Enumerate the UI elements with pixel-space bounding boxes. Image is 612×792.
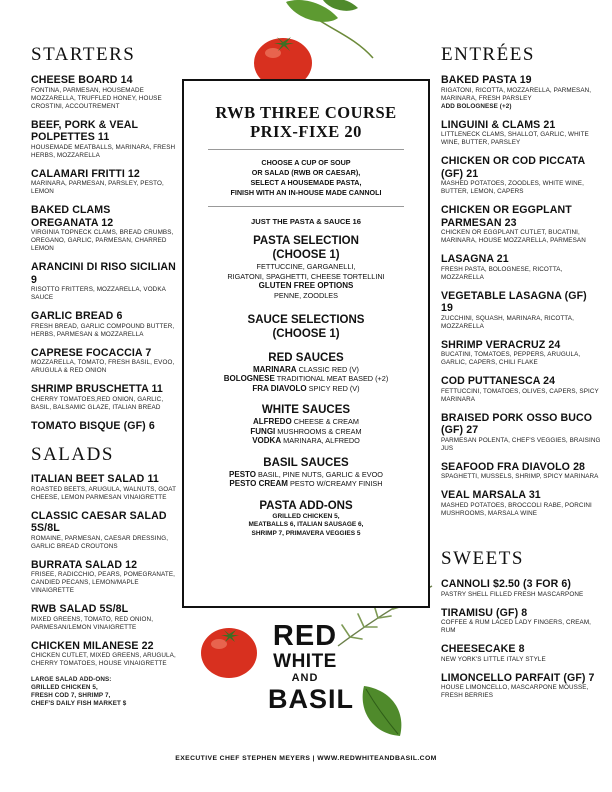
item-name: CALAMARI FRITTI 12 [31, 167, 140, 180]
list-item [441, 672, 606, 701]
item-name: RWB SALAD 5S/8L [31, 603, 129, 615]
list-item [31, 420, 179, 433]
list-item [31, 168, 179, 197]
sauce-line [184, 470, 428, 480]
item-name: BAKED CLAMS OREGANATA 12 [31, 204, 114, 229]
item-desc: NEW YORK'S LITTLE ITALY STYLE [441, 655, 546, 663]
just-pasta: JUST THE PASTA & SAUCE 16 [251, 217, 361, 226]
item-desc: ZUCCHINI, SQUASH, MARINARA, RICOTTA, MOZZARELLA [441, 314, 574, 330]
sauce-desc: PESTO W/CREAMY FINISH [289, 479, 383, 488]
sauce-line [184, 427, 428, 437]
gluten-free-options: PENNE, ZOODLES [273, 291, 339, 300]
salad-addons-line: CHEF'S DAILY FISH MARKET $ [31, 700, 127, 707]
sauce-name: MARINARA [252, 364, 297, 374]
list-item [441, 74, 601, 111]
list-item [31, 347, 179, 376]
item-desc: HOUSEMADE MEATBALLS, MARINARA, FRESH HERBS, MOZZARELLA [31, 143, 176, 159]
pasta-selection-choose: (CHOOSE 1) [272, 249, 340, 261]
prix-fixe-title: RWB THREE COURSE [215, 103, 397, 122]
list-item [31, 383, 179, 412]
item-name: CAPRESE FOCACCIA 7 [31, 346, 152, 359]
item-name: CHEESE BOARD 14 [31, 74, 133, 86]
sauce-selection-heading: SAUCE SELECTIONS [247, 313, 365, 326]
item-name: CLASSIC CAESAR SALAD 5S/8L [31, 509, 167, 534]
item-name: CHICKEN OR COD PICCATA (GF) 21 [441, 155, 585, 180]
item-desc: SPAGHETTI, MUSSELS, SHRIMP, SPICY MARINARA [441, 473, 599, 480]
basil-sauces-heading: BASIL SAUCES [263, 456, 349, 469]
item-desc: FRESH BREAD, GARLIC COMPOUND BUTTER, HERBS, PARMESAN & MOZZARELLA [31, 322, 175, 338]
pasta-options: FETTUCCINE, GARGANELLI, [256, 262, 356, 271]
starters-list [31, 74, 179, 440]
sauce-desc: TRADITIONAL MEAT BASED (+2) [276, 374, 389, 383]
sauce-desc: CHEESE & CREAM [293, 417, 359, 426]
item-desc: FETTUCCINI, TOMATOES, OLIVES, CAPERS, SPICY MARINARA [441, 387, 599, 403]
item-name: CHICKEN MILANESE 22 [31, 639, 154, 652]
logo-word: AND [291, 672, 319, 684]
list-item [31, 74, 179, 111]
pasta-addons-line: SHRIMP 7, PRIMAVERA VEGGIES 5 [251, 529, 361, 537]
list-item [31, 310, 179, 339]
choose-line: SELECT A HOUSEMADE PASTA, [250, 178, 362, 187]
item-name: GARLIC BREAD 6 [31, 310, 123, 322]
item-desc: BUCATINI, TOMATOES, PEPPERS, ARUGULA, GARLIC, CAPERS, CHILI FLAKE [441, 351, 581, 366]
entrees-title: ENTRÉES [441, 44, 535, 65]
sauce-desc: SPICY RED (V) [308, 383, 360, 393]
list-item [441, 412, 601, 453]
list-item [441, 339, 601, 368]
list-item [441, 461, 601, 482]
list-item [31, 204, 179, 253]
list-item [441, 643, 606, 664]
item-desc: FRESH PASTA, BOLOGNESE, RICOTTA, MOZZARELLA [441, 265, 563, 281]
basil-leaf-bottom-icon [358, 682, 406, 738]
sauce-name: PESTO [229, 469, 257, 479]
pasta-selection-heading: PASTA SELECTION [253, 235, 359, 247]
list-item [441, 375, 601, 404]
sweets-title: SWEETS [441, 548, 524, 569]
sauce-line [184, 374, 428, 384]
item-desc: RISOTTO FRITTERS, MOZZARELLA, VODKA SAUCE [31, 286, 166, 301]
item-desc: FONTINA, PARMESAN, HOUSEMADE MOZZARELLA, TRUFFLED HONEY, HOUSE CROSTINI, ACCOUTREMENT [31, 86, 162, 110]
divider [208, 206, 404, 207]
item-desc: HOUSE LIMONCELLO, MASCARPONE MOUSSE, FRESH BERRIES [441, 684, 589, 699]
list-item [441, 290, 601, 331]
item-desc: ROMAINE, PARMESAN, CAESAR DRESSING, GARLIC BREAD CROUTONS [31, 534, 169, 550]
white-sauces-heading: WHITE SAUCES [261, 404, 351, 416]
sweets-list [441, 578, 606, 708]
list-item [441, 607, 606, 636]
sauce-name: FRA DIAVOLO [252, 383, 307, 393]
cherry-tomato-bottom-icon [197, 624, 261, 680]
item-desc: VIRGINIA TOPNECK CLAMS, BREAD CRUMBS, OREGANO, GARLIC, PARMESAN, CHARRED LEMON [31, 229, 174, 252]
item-desc: MIXED GREENS, TOMATO, RED ONION, PARMESAN/LEMON VINAIGRETTE [31, 615, 154, 631]
list-item [31, 510, 179, 551]
list-item [441, 489, 601, 518]
item-name: SHRIMP BRUSCHETTA 11 [31, 383, 163, 395]
item-desc: MOZZARELLA, TOMATO, FRESH BASIL, EVOO, ARUGULA & RED ONION [31, 359, 175, 374]
sauce-line [184, 384, 428, 394]
item-desc: FRISEE, RADICCHIO, PEARS, POMEGRANATE, CANDIED PECANS, LEMON/MAPLE VINAIGRETTE [31, 571, 175, 594]
list-item [31, 261, 179, 302]
item-name: LIMONCELLO PARFAIT (GF) 7 [441, 671, 595, 684]
list-item [31, 559, 179, 596]
item-name: LASAGNA 21 [441, 253, 509, 265]
item-name: COD PUTTANESCA 24 [441, 375, 556, 387]
list-item [31, 603, 179, 632]
item-name: SHRIMP VERACRUZ 24 [441, 338, 561, 351]
item-name: ITALIAN BEET SALAD 11 [31, 473, 159, 485]
sauce-name: FUNGI [250, 426, 276, 436]
item-desc: ROASTED BEETS, ARUGULA, WALNUTS, GOAT CHEESE, LEMON PARMESAN VINAIGRETTE [31, 485, 176, 501]
item-desc: MASHED POTATOES, ZOODLES, WHITE WINE, BUTTER, LEMON, CAPERS [441, 180, 584, 195]
item-name: LINGUINI & CLAMS 21 [441, 118, 556, 131]
item-desc: MARINARA, PARMESAN, PARSLEY, PESTO, LEMON [31, 180, 164, 195]
sauce-selection-choose: (CHOOSE 1) [272, 327, 340, 340]
sauce-name: ALFREDO [253, 417, 292, 426]
pasta-addons-line: GRILLED CHICKEN 5, [272, 512, 340, 520]
list-item [31, 119, 179, 160]
item-desc: MASHED POTATOES, BROCCOLI RABE, PORCINI MUSHROOMS, MARSALA WINE [441, 501, 592, 517]
item-desc: PASTRY SHELL FILLED FRESH MASCARPONE [441, 590, 584, 598]
sauce-desc: CLASSIC RED (V) [298, 364, 359, 374]
item-name: SEAFOOD FRA DIAVOLO 28 [441, 460, 586, 473]
item-name: TIRAMISU (GF) 8 [441, 606, 528, 619]
pasta-addons-heading: PASTA ADD-ONS [259, 499, 353, 512]
item-name: BRAISED PORK OSSO BUCO (GF) 27 [441, 411, 593, 436]
item-name: BEEF, PORK & VEAL POLPETTES 11 [31, 118, 138, 143]
list-item [441, 119, 601, 148]
footer-credit: EXECUTIVE CHEF STEPHEN MEYERS | WWW.REDWHITEANDBASIL.COM [175, 755, 437, 762]
pasta-options: RIGATONI, SPAGHETTI, CHEESE TORTELLINI [227, 271, 385, 281]
item-name: CANNOLI $2.50 (3 FOR 6) [441, 578, 572, 590]
sauce-line [184, 479, 428, 489]
list-item [441, 204, 601, 245]
salad-addons-line: FRESH COD 7, SHRIMP 7, [31, 692, 111, 699]
sauce-name: PESTO CREAM [229, 479, 288, 488]
entrees-list [441, 74, 601, 526]
item-name: VEAL MARSALA 31 [441, 489, 541, 501]
item-desc: CHERRY TOMATOES,RED ONION, GARLIC, BASIL, BALSAMIC GLAZE, ITALIAN BREAD [31, 395, 164, 411]
sauce-line [184, 436, 428, 446]
item-name: ARANCINI DI RISO SICILIAN 9 [31, 261, 176, 286]
item-name: CHICKEN OR EGGPLANT PARMESAN 23 [441, 204, 572, 229]
salad-addons-title: LARGE SALAD ADD-ONS: [31, 676, 112, 683]
restaurant-logo [268, 620, 354, 714]
salads-list [31, 473, 179, 716]
item-name: BURRATA SALAD 12 [31, 558, 138, 571]
item-extra: ADD BOLOGNESE (+2) [441, 102, 512, 110]
choose-line: OR SALAD (RWB OR CAESAR), [251, 168, 361, 177]
item-name: BAKED PASTA 19 [441, 74, 532, 86]
pasta-addons-line: MEATBALLS 6, ITALIAN SAUSAGE 6, [248, 521, 364, 528]
gluten-free-heading: GLUTEN FREE OPTIONS [258, 281, 354, 290]
item-desc: LITTLENECK CLAMS, SHALLOT, GARLIC, WHITE WINE, BUTTER, PARSLEY [441, 131, 589, 146]
salad-addons-line: GRILLED CHICKEN 5, [31, 684, 98, 691]
red-sauces-heading: RED SAUCES [268, 351, 344, 364]
logo-word: BASIL [268, 684, 354, 714]
item-desc: CHICKEN CUTLET, MIXED GREENS, ARUGULA, CHERRY TOMATOES, HOUSE VINAIGRETTE [31, 652, 176, 667]
item-name: TOMATO BISQUE (GF) 6 [31, 419, 155, 432]
sauce-line [184, 365, 428, 375]
sauce-name: BOLOGNESE [223, 374, 275, 383]
prix-fixe-box [182, 79, 430, 608]
logo-word: WHITE [273, 651, 337, 672]
list-item [441, 578, 606, 599]
divider [208, 149, 404, 150]
sauce-desc: MARINARA, ALFREDO [283, 436, 360, 445]
item-desc: PARMESAN POLENTA, CHEF'S VEGGIES, BRAISING JUS [441, 436, 601, 452]
choose-line: FINISH WITH AN IN-HOUSE MADE CANNOLI [230, 188, 382, 197]
sauce-name: VODKA [252, 436, 282, 445]
sauce-line [184, 417, 428, 427]
list-item [31, 473, 179, 502]
list-item [441, 155, 601, 196]
sauce-desc: MUSHROOMS & CREAM [277, 426, 362, 436]
item-desc: COFFEE & RUM LACED LADY FINGERS, CREAM, RUM [441, 619, 592, 634]
sauce-desc: BASIL, PINE NUTS, GARLIC & EVOO [258, 469, 383, 479]
list-item [31, 640, 179, 669]
item-name: VEGETABLE LASAGNA (GF) 19 [441, 289, 587, 314]
item-desc: CHICKEN OR EGGPLANT CUTLET, BUCATINI, MARINARA, HOUSE MOZZARELLA, PARMESAN [441, 229, 586, 244]
logo-word: RED [272, 620, 338, 652]
choose-line: CHOOSE A CUP OF SOUP [261, 158, 351, 167]
salad-addons [31, 676, 179, 708]
item-name: CHEESECAKE 8 [441, 643, 525, 655]
starters-title: STARTERS [31, 44, 136, 65]
list-item [441, 253, 601, 282]
item-desc: RIGATONI, RICOTTA, MOZZARELLA, PARMESAN, MARINARA, FRESH PARSLEY [441, 86, 592, 102]
prix-fixe-price: PRIX-FIXE 20 [250, 122, 362, 141]
salads-title: SALADS [31, 444, 114, 465]
